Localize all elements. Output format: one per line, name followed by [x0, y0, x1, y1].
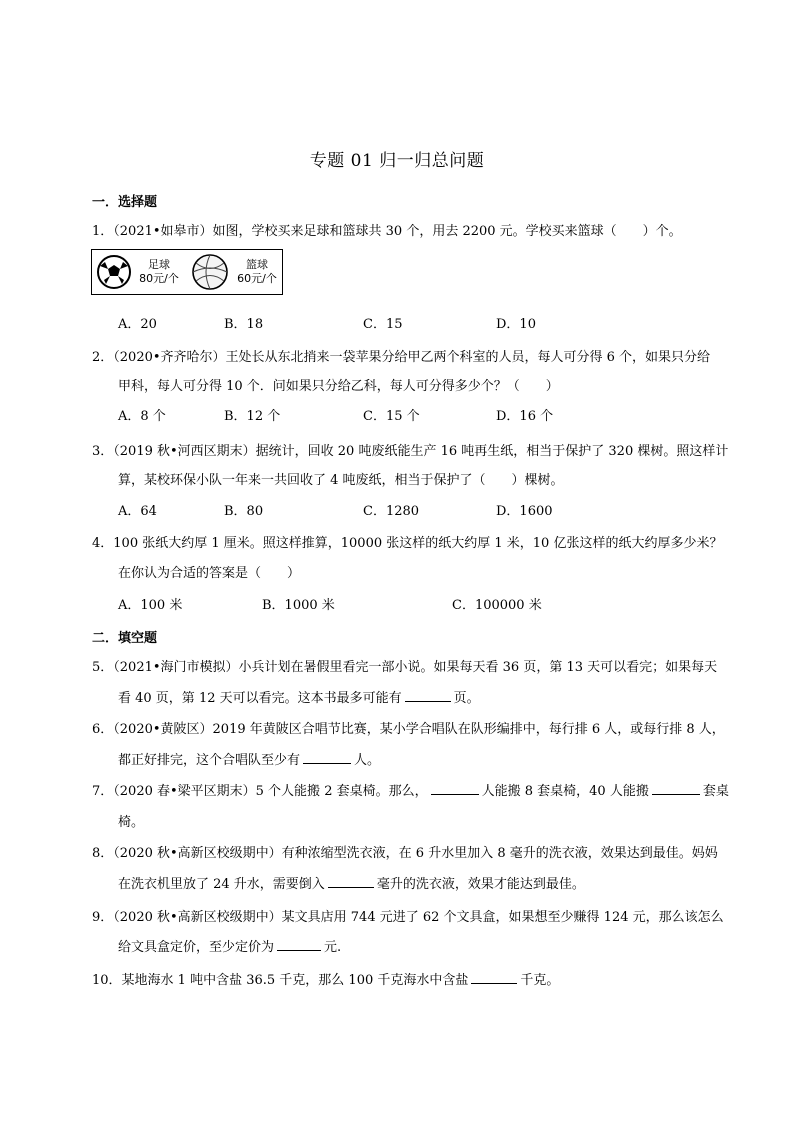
- q2-option-a: A．8 个: [118, 409, 166, 424]
- question-9-text-b: 元.: [324, 940, 342, 955]
- question-7-answer-blank-2[interactable]: [652, 782, 700, 795]
- question-7-text-c: 套桌: [702, 784, 729, 799]
- q1-option-c: C．15: [363, 317, 403, 332]
- question-4-line-2: 在你认为合适的答案是（ ）: [118, 566, 301, 581]
- question-5-answer-blank[interactable]: [405, 689, 451, 702]
- q3-option-c: C．1280: [363, 504, 420, 519]
- question-7-line-1: [92, 780, 729, 799]
- question-3-line-2: 算，某校环保小队一年来一共回收了 4 吨废纸，相当于保护了（ ）棵树。: [118, 473, 564, 488]
- soccer-name: 足球: [148, 258, 170, 271]
- section-choice-heading: 一．选择题: [92, 195, 158, 210]
- question-6-line-2: [118, 749, 380, 768]
- page-title: 专题 01 归一归总问题: [309, 151, 485, 171]
- question-10-answer-blank[interactable]: [471, 971, 517, 984]
- question-8-text-b: 毫升的洗衣液，效果才能达到最佳。: [376, 877, 585, 892]
- question-8-text-a: 在洗衣机里放了 24 升水，需要倒入: [118, 877, 325, 892]
- question-3-line-1: 3．（2019 秋•河西区期末）据统计，回收 20 吨废纸能生产 16 吨再生纸，相当于保护了 320 棵树。照这样计: [92, 444, 729, 459]
- q3-option-a: A．64: [118, 504, 157, 519]
- question-9-line-2: [118, 936, 341, 955]
- question-8-line-2: [118, 873, 585, 892]
- question-1-text: 1．（2021•如皋市）如图，学校买来足球和篮球共 30 个，用去 2200 元。学校买来篮球（ ）个。: [92, 224, 682, 239]
- question-7-text-a: 7．（2020 春•梁平区期末）5 个人能搬 2 套桌椅。那么，: [92, 784, 428, 799]
- basketball-price: 60元/个: [237, 272, 277, 285]
- question-2-line-2: 甲科，每人可分得 10 个．问如果只分给乙科，每人可分得多少个？（ ）: [118, 379, 559, 394]
- q4-option-c: C．100000 米: [452, 598, 542, 613]
- q2-option-b: B．12 个: [224, 409, 281, 424]
- q1-option-b: B．18: [224, 317, 264, 332]
- question-7-answer-blank-1[interactable]: [431, 782, 479, 795]
- question-8-answer-blank[interactable]: [328, 875, 374, 888]
- question-4-line-1: 4．100 张纸大约厚 1 厘米。照这样推算，10000 张这样的纸大约厚 1 米，10 亿张这样的纸大约厚多少米？: [92, 536, 723, 551]
- question-10-line-1: [92, 969, 559, 988]
- basketball-name: 篮球: [246, 258, 268, 271]
- question-5-line-2: [118, 687, 480, 706]
- q4-option-b: B．1000 米: [262, 598, 335, 613]
- question-7-line-2: 椅。: [118, 815, 145, 830]
- soccer-ball-icon: [98, 256, 130, 288]
- section-fill-heading: 二．填空题: [92, 631, 158, 646]
- question-5-text-b: 页。: [453, 691, 480, 706]
- q1-option-d: D．10: [496, 317, 536, 332]
- question-7-text-b: 人能搬 8 套桌椅，40 人能搬: [481, 784, 649, 799]
- q1-option-a: A．20: [118, 317, 157, 332]
- question-2-line-1: 2．（2020•齐齐哈尔）王处长从东北捎来一袋苹果分给甲乙两个科室的人员，每人可分得 6 个，如果只分给: [92, 350, 711, 365]
- question-6-answer-blank[interactable]: [303, 751, 351, 764]
- question-10-text-a: 10．某地海水 1 吨中含盐 36.5 千克，那么 100 千克海水中含盐: [92, 973, 469, 988]
- question-10-text-b: 千克。: [520, 973, 560, 988]
- basketball-icon: [193, 255, 227, 289]
- q3-option-b: B．80: [224, 504, 264, 519]
- question-6-line-1: 6．（2020•黄陂区）2019 年黄陂区合唱节比赛，某小学合唱队在队形编排中，每行排 6 人，或每行排 8 人，: [92, 722, 725, 737]
- question-9-answer-blank[interactable]: [277, 938, 321, 951]
- question-5-text-a: 看 40 页，第 12 天可以看完。这本书最多可能有: [118, 691, 402, 706]
- question-9-line-1: 9．（2020 秋•高新区校级期中）某文具店用 744 元进了 62 个文具盒，如果想至少赚得 124 元，那么该怎么: [92, 910, 724, 925]
- ball-price-figure: [91, 249, 283, 295]
- question-6-text-a: 都正好排完，这个合唱队至少有: [118, 753, 301, 768]
- q2-option-c: C．15 个: [363, 409, 420, 424]
- q3-option-d: D．1600: [496, 504, 553, 519]
- q4-option-a: A．100 米: [118, 598, 183, 613]
- q2-option-d: D．16 个: [496, 409, 554, 424]
- question-5-line-1: 5．（2021•海门市模拟）小兵计划在暑假里看完一部小说。如果每天看 36 页，第 13 天可以看完；如果每天: [92, 660, 718, 675]
- soccer-price: 80元/个: [139, 272, 179, 285]
- question-6-text-b: 人。: [354, 753, 381, 768]
- question-9-text-a: 给文具盒定价，至少定价为: [118, 940, 275, 955]
- question-8-line-1: 8．（2020 秋•高新区校级期中）有种浓缩型洗衣液，在 6 升水里加入 8 毫升的洗衣液，效果达到最佳。妈妈: [92, 846, 718, 861]
